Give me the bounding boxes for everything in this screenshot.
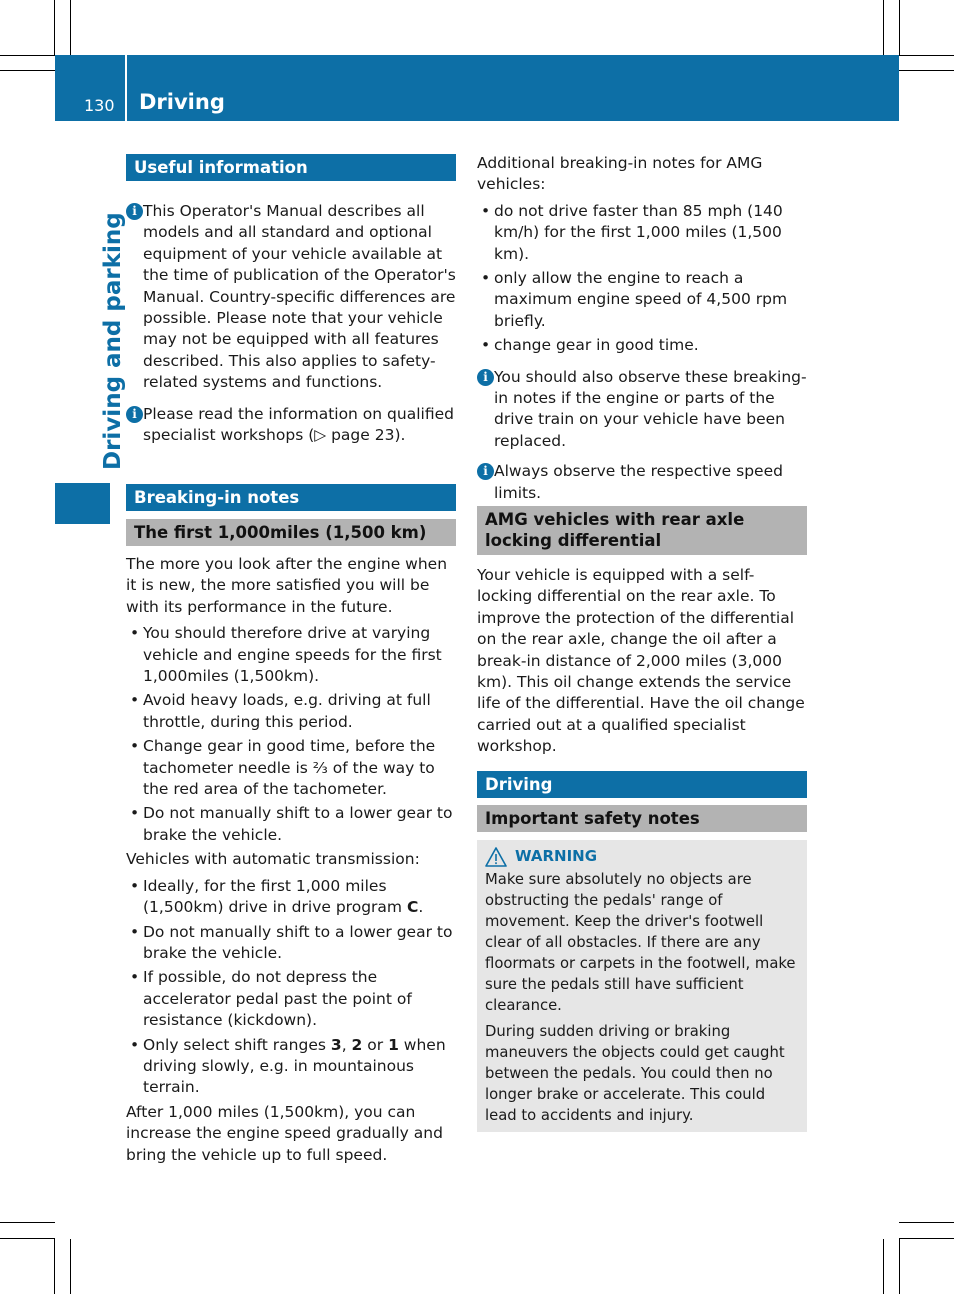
crop-mark <box>899 1238 954 1239</box>
shift-range-label: 3 <box>330 1035 342 1054</box>
info-note-text: This Operator's Manual describes all models and all standard and optional equipment of your vehicle available at the time of publication of the Operator's Manual. Country-specific differences are possible. Please note that your vehicle may not be equipped with all features described. This also applies to safety-related systems and functions. <box>143 202 456 392</box>
bullet-text: If possible, do not depress the accelerator pedal past the point of resistance (kickdown). <box>143 968 412 1030</box>
drive-program-label: C <box>406 898 419 917</box>
crop-mark <box>899 55 954 56</box>
bullet-text: Ideally, for the first 1,000 miles (1,500km) drive in drive program <box>143 876 407 917</box>
crop-mark <box>54 0 55 56</box>
bullet-item: • If possible, do not depress the accelerator pedal past the point of resistance (kickdown). <box>130 968 412 1030</box>
bullet-text: or <box>362 1035 389 1054</box>
bullet-item: • Change gear in good time, before the tachometer needle is ⅔ of the way to the red area of the tachometer. <box>130 737 436 799</box>
header-divider <box>125 55 127 121</box>
bullet-item: • Avoid heavy loads, e.g. driving at full throttle, during this period. <box>130 691 431 731</box>
info-note <box>126 201 456 394</box>
bullet-text: only allow the engine to reach a maximum engine speed of 4,500 rpm briefly. <box>494 269 788 330</box>
info-note <box>477 461 807 504</box>
crop-mark <box>54 1239 55 1294</box>
info-icon: i <box>477 369 494 386</box>
crop-mark <box>899 1222 954 1223</box>
right-column-driving <box>477 771 807 1132</box>
subsection-heading-first-1000-miles: The first 1,000miles (1,500 km) <box>126 519 456 546</box>
crop-mark <box>899 0 900 56</box>
section-heading-driving: Driving <box>477 771 807 798</box>
crop-mark <box>0 1222 55 1223</box>
bullet-item: • only allow the engine to reach a maximum engine speed of 4,500 rpm briefly. <box>481 269 788 330</box>
warning-box <box>477 840 807 1132</box>
chapter-tab-marker <box>55 483 110 524</box>
page-number: 130 <box>84 96 115 115</box>
info-icon: i <box>126 406 143 423</box>
bullet-text: change gear in good time. <box>494 336 699 355</box>
crop-mark <box>0 70 55 71</box>
subsection-heading-safety-notes: Important safety notes <box>477 805 807 832</box>
bullet-text: , <box>341 1035 352 1054</box>
crop-mark <box>899 1239 900 1294</box>
bullet-list <box>126 623 456 846</box>
right-column <box>477 153 807 504</box>
side-chapter-label: Driving and parking <box>100 212 126 470</box>
bullet-item: • Do not manually shift to a lower gear to brake the vehicle. <box>130 804 453 844</box>
shift-range-label: 1 <box>388 1035 399 1054</box>
shift-range-label: 2 <box>351 1035 363 1054</box>
chapter-title: Driving <box>139 90 225 114</box>
bullet-item: • You should therefore drive at varying vehicle and engine speeds for the first 1,000miles (1,500km). <box>130 624 442 686</box>
paragraph: Your vehicle is equipped with a self-locking differential on the rear axle. To improve the protection of the differential on the rear axle, change the oil after a break-in distance of 2,000 miles (3,000 km). This oil change extends the service life of the differential. Have the oil change carried out at a qualified specialist workshop. <box>477 566 805 756</box>
paragraph: Additional breaking-in notes for AMG vehicles: <box>477 154 763 194</box>
info-note <box>477 367 807 453</box>
bullet-list <box>126 876 456 1099</box>
crop-mark <box>0 1238 55 1239</box>
left-column <box>126 154 456 446</box>
bullet-text: Change gear in good time, before the tachometer needle is ⅔ of the way to the red area of the tachometer. <box>143 737 436 799</box>
bullet-text: . <box>418 898 424 917</box>
info-note-text: Please read the information on qualified specialist workshops (▷ page 23). <box>143 404 454 445</box>
bullet-item: • change gear in good time. <box>481 336 699 355</box>
paragraph: After 1,000 miles (1,500km), you can increase the engine speed gradually and bring the vehicle up to full speed. <box>126 1102 443 1164</box>
warning-triangle-icon <box>485 847 507 867</box>
warning-text: During sudden driving or braking maneuvers the objects could get caught between the pedals. You could then no longer brake or accelerate. This could lead to accidents and injury. <box>485 1023 785 1124</box>
bullet-item: • Do not manually shift to a lower gear to brake the vehicle. <box>130 922 453 962</box>
left-column-breaking-in <box>126 484 456 1166</box>
bullet-text: Only select shift ranges <box>143 1035 331 1054</box>
crop-mark <box>883 1239 884 1294</box>
paragraph: The more you look after the engine when it is new, the more satisfied you will be with its performance in the future. <box>126 555 448 616</box>
bullet-list <box>477 201 807 357</box>
bullet-text: Avoid heavy loads, e.g. driving at full throttle, during this period. <box>143 691 431 731</box>
section-heading-useful-information: Useful information <box>126 154 456 181</box>
bullet-text: when driving slowly, e.g. in mountainous terrain. <box>143 1035 446 1097</box>
bullet-item: • do not drive faster than 85 mph (140 km/h) for the first 1,000 miles (1,500 km). <box>481 201 783 263</box>
subsection-heading-amg-differential: AMG vehicles with rear axle locking differential <box>477 506 807 555</box>
crop-mark <box>70 0 71 56</box>
bullet-text: You should therefore drive at varying vehicle and engine speeds for the first 1,000miles (1,500km). <box>143 624 442 686</box>
crop-mark <box>0 55 55 56</box>
bullet-text: Do not manually shift to a lower gear to brake the vehicle. <box>143 804 453 844</box>
warning-header <box>485 846 799 867</box>
bullet-text: do not drive faster than 85 mph (140 km/h) for the first 1,000 miles (1,500 km). <box>494 201 783 263</box>
crop-mark <box>883 0 884 56</box>
info-icon: i <box>126 203 143 220</box>
page-header <box>55 55 899 121</box>
bullet-item: • Ideally, for the first 1,000 miles (1,500km) drive in drive program C. <box>130 876 424 917</box>
bullet-item: • Only select shift ranges 3, 2 or 1 when driving slowly, e.g. in mountainous terrain. <box>130 1035 446 1097</box>
bullet-text: Do not manually shift to a lower gear to brake the vehicle. <box>143 922 453 962</box>
info-note-text: Always observe the respective speed limits. <box>494 462 783 502</box>
info-note <box>126 404 456 447</box>
warning-label: WARNING <box>515 847 598 865</box>
info-icon: i <box>477 463 494 480</box>
crop-mark <box>70 1239 71 1294</box>
right-column-amg-diff <box>477 506 807 758</box>
crop-mark <box>899 70 954 71</box>
warning-text: Make sure absolutely no objects are obstructing the pedals' range of movement. Keep the driver's footwell clear of all obstacles. If there are any floormats or carpets in the footwell, make sure the pedals still have sufficient clearance. <box>485 871 796 1014</box>
section-heading-breaking-in: Breaking-in notes <box>126 484 456 511</box>
paragraph: Vehicles with automatic transmission: <box>126 850 420 869</box>
info-note-text: You should also observe these breaking-in notes if the engine or parts of the drive train on your vehicle have been replaced. <box>494 367 807 450</box>
